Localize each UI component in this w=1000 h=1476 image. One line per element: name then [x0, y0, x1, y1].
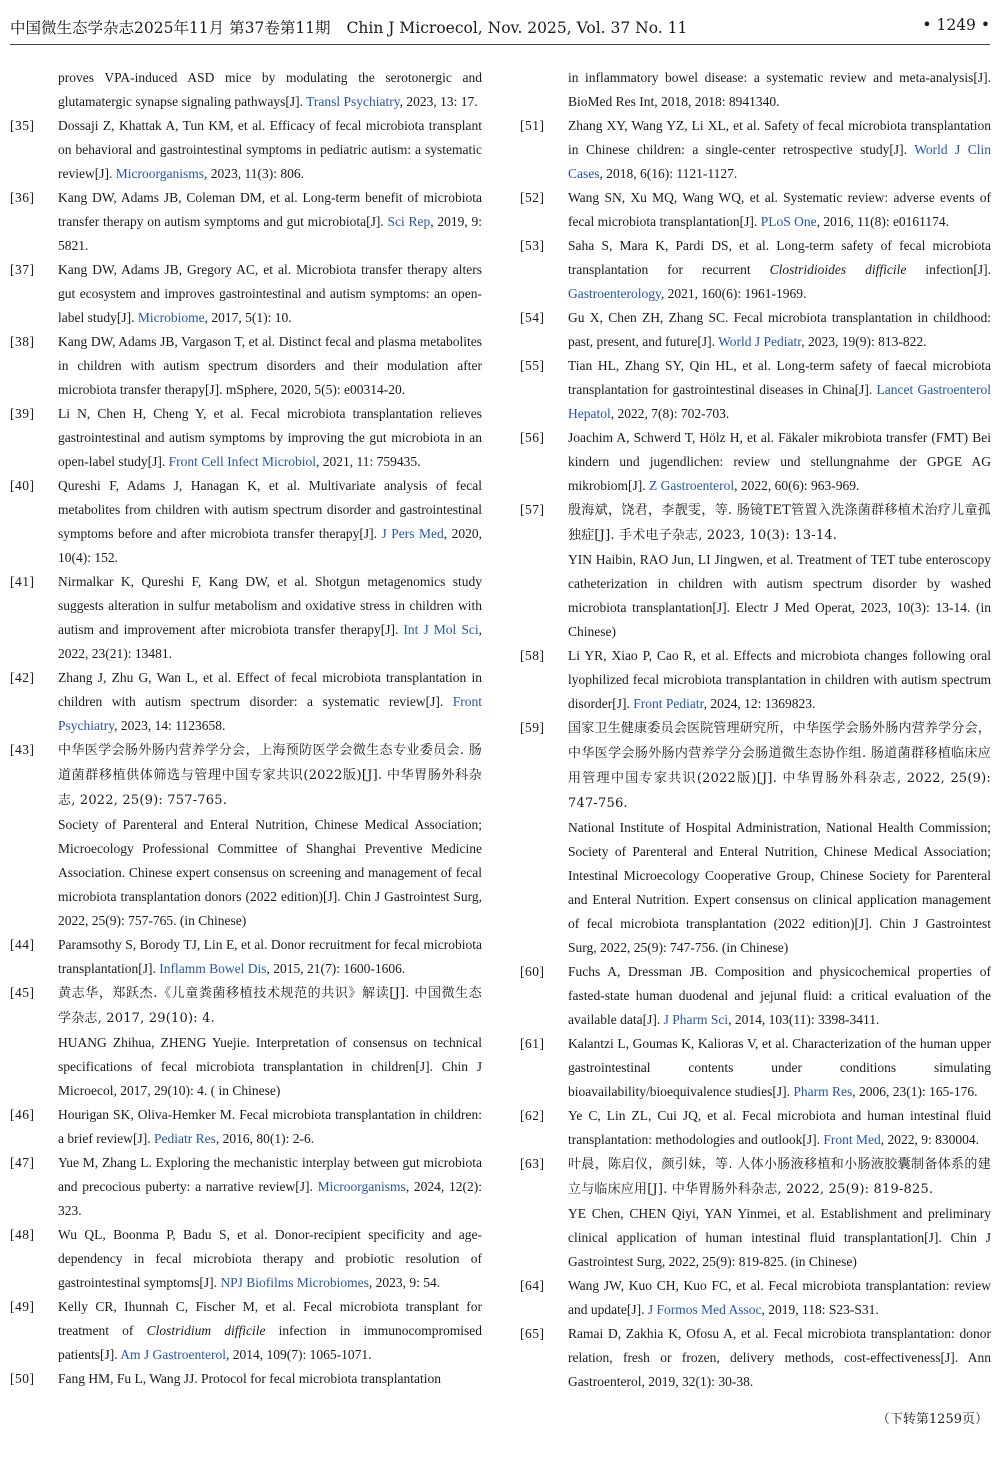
reference-number: [52]: [520, 190, 545, 205]
reference-number: [38]: [10, 334, 35, 349]
reference-item: [10, 258, 482, 330]
journal-link[interactable]: Sci Rep: [387, 214, 431, 229]
reference-number: [41]: [10, 574, 35, 589]
reference-citation: , 2022, 7(8): 702-703.: [610, 406, 730, 421]
reference-number: [61]: [520, 1036, 545, 1051]
reference-citation: , 2016, 11(8): e0161174.: [816, 214, 950, 229]
reference-citation: , 2024, 12: 1369823.: [703, 696, 816, 711]
journal-link[interactable]: PLoS One: [760, 214, 817, 229]
reference-citation: , 2023, 9: 54.: [368, 1275, 441, 1290]
reference-number: [43]: [10, 742, 35, 757]
reference-number: [40]: [10, 478, 35, 493]
reference-item: [10, 474, 482, 570]
reference-text: 叶晨，陈启仪，颜引妹，等. 人体小肠液移植和小肠液胶囊制备体系的建立与临床应用[J]. 中华胃肠外科杂志, 2022, 25(9): 819-825.: [568, 1157, 991, 1197]
reference-item: [10, 1151, 482, 1223]
reference-number: [42]: [10, 670, 35, 685]
reference-text: Saha S, Mara K, Pardi DS, et al. Long-term safety of fecal microbiota transplantation for recurrent: [568, 238, 991, 277]
reference-number: [64]: [520, 1278, 545, 1293]
journal-link[interactable]: J Formos Med Assoc: [647, 1302, 762, 1317]
journal-link[interactable]: World J Clin Cases: [568, 142, 992, 181]
reference-text: Gu X, Chen ZH, Zhang SC. Fecal microbiota transplantation in childhood: past, present, and future[J].: [568, 310, 991, 349]
reference-citation: , 2023, 14: 1123658.: [114, 718, 226, 733]
reference-number: [56]: [520, 430, 545, 445]
reference-item: [10, 402, 482, 474]
journal-link[interactable]: Pharm Res: [793, 1084, 853, 1099]
reference-item: [10, 186, 482, 258]
reference-item: [520, 426, 991, 498]
reference-number: [44]: [10, 937, 35, 952]
references-right-column: [520, 66, 991, 1394]
reference-citation: , 2020, 10(4): 152.: [58, 526, 482, 565]
reference-translation: Society of Parenteral and Enteral Nutrition, Chinese Medical Association; Microecology Professional Committee of Shanghai Preventive Medicine Association. Chinese expert consensus on screening and management of fecal microbiota transplantation donors (2022 edition)[J]. Chin J Gastrointest Surg, 2022, 25(9): 757-765. (in Chinese): [58, 817, 482, 928]
reference-item: [10, 114, 482, 186]
reference-citation: , 2019, 9: 5821.: [58, 214, 483, 253]
reference-item: [520, 498, 991, 644]
reference-text: Zhang XY, Wang YZ, Li XL, et al. Safety of fecal microbiota transplantation in Chinese children: a single-center retrospective study[J].: [568, 118, 991, 157]
reference-text: Paramsothy S, Borody TJ, Lin E, et al. Donor recruitment for fecal microbiota transplantation[J].: [58, 937, 482, 976]
reference-number: [47]: [10, 1155, 35, 1170]
journal-link[interactable]: Microorganisms: [115, 166, 204, 181]
reference-citation: , 2024, 12(2): 323.: [58, 1179, 482, 1218]
reference-citation: , 2006, 23(1): 165-176.: [852, 1084, 978, 1099]
reference-item: [520, 354, 991, 426]
journal-link[interactable]: Int J Mol Sci: [403, 622, 479, 637]
reference-translation: HUANG Zhihua, ZHENG Yuejie. Interpretation of consensus on technical specifications of fecal microbiota transplantation in children[J]. Chin J Microecol, 2017, 29(10): 4. ( in Chinese): [58, 1035, 482, 1098]
reference-citation: , 2023, 13: 17.: [399, 94, 478, 109]
reference-text: Li YR, Xiao P, Cao R, et al. Effects and microbiota changes following oral lyophilized fecal microbiota transplantation in children with autism spectrum disorder[J].: [568, 648, 991, 711]
reference-citation: , 2018, 6(16): 1121-1127.: [599, 166, 738, 181]
journal-link[interactable]: Am J Gastroenterol: [120, 1347, 226, 1362]
reference-text: Nirmalkar K, Qureshi F, Kang DW, et al. Shotgun metagenomics study suggests alteration in sulfur metabolism and oxidative stress in children with autism and improvement after microbiota transfer therapy[J].: [58, 574, 482, 637]
reference-text: 国家卫生健康委员会医院管理研究所，中华医学会肠外肠内营养学分会，中华医学会肠外肠内营养学分会肠道微生态协作组. 肠道菌群移植临床应用管理中国专家共识(2022版)[J]. 中华胃肠外科杂志, 2022, 25(9): 747-756.: [568, 721, 991, 811]
journal-link[interactable]: J Pers Med: [381, 526, 444, 541]
reference-item: [520, 644, 991, 716]
species-name: Clostridioides difficile: [769, 262, 907, 277]
reference-text: Zhang J, Zhu G, Wan L, et al. Effect of fecal microbiota transplantation in children with autism spectrum disorder: a systematic review[J].: [58, 670, 482, 709]
reference-text: Joachim A, Schwerd T, Hölz H, et al. Fäkaler mikrobiota transfer (FMT) Bei kindern und jugendlichen: review und stellungnahme der GPGE AG mikrobiom[J].: [568, 430, 991, 493]
reference-number: [36]: [10, 190, 35, 205]
reference-citation: , 2014, 103(11): 3398-3411.: [728, 1012, 880, 1027]
page-header: [10, 14, 990, 40]
reference-number: [45]: [10, 985, 35, 1000]
reference-number: [65]: [520, 1326, 545, 1341]
journal-link[interactable]: Microbiome: [137, 310, 205, 325]
reference-citation: , 2019, 118: S23-S31.: [761, 1302, 879, 1317]
reference-citation: , 2017, 5(1): 10.: [204, 310, 292, 325]
reference-text: Kalantzi L, Goumas K, Kalioras V, et al. Characterization of the human upper gastrointestinal contents under conditions simulating bioavailability/bioequivalence studies[J].: [568, 1036, 991, 1099]
journal-link[interactable]: World J Pediatr: [718, 334, 802, 349]
reference-item: [10, 66, 482, 114]
reference-item: [10, 330, 482, 402]
reference-number: [55]: [520, 358, 545, 373]
reference-text: Kang DW, Adams JB, Gregory AC, et al. Microbiota transfer therapy alters gut ecosystem and improves gastrointestinal and autism symptoms: an open-label study[J].: [58, 262, 482, 325]
reference-number: [49]: [10, 1299, 35, 1314]
reference-text: Ye C, Lin ZL, Cui JQ, et al. Fecal microbiota and human intestinal fluid transplantation: methodologies and outlook[J].: [568, 1108, 991, 1147]
reference-item: [10, 666, 482, 738]
reference-item: [520, 186, 991, 234]
header-rule: [10, 44, 990, 45]
reference-number: [39]: [10, 406, 35, 421]
journal-link[interactable]: Z Gastroenterol: [649, 478, 735, 493]
reference-citation: , 2021, 160(6): 1961-1969.: [660, 286, 807, 301]
reference-item: [520, 716, 991, 960]
reference-item: [520, 960, 991, 1032]
reference-number: [57]: [520, 502, 545, 517]
reference-text: Fuchs A, Dressman JB. Composition and physicochemical properties of fasted-state human duodenal and jejunal fluid: a critical evaluation of the available data[J].: [568, 964, 991, 1027]
journal-link[interactable]: Gastroenterology: [568, 286, 661, 301]
journal-title-en: Chin J Microecol, Nov. 2025, Vol. 37 No. 11: [346, 19, 688, 37]
reference-item: [520, 1032, 991, 1104]
reference-text: 黄志华，郑跃杰.《儿童粪菌移植技术规范的共识》解读[J]. 中国微生态学杂志, 2017, 29(10): 4.: [58, 986, 482, 1026]
reference-text: Wang SN, Xu MQ, Wang WQ, et al. Systematic review: adverse events of fecal microbiota transplantation[J].: [568, 190, 991, 229]
journal-link[interactable]: Transl Psychiatry: [306, 94, 400, 109]
reference-item: [10, 1367, 482, 1391]
journal-title-cn: 中国微生态学杂志2025年11月 第37卷第11期: [10, 19, 331, 37]
reference-text: Li N, Chen H, Cheng Y, et al. Fecal microbiota transplantation relieves gastrointestinal and autism symptoms by improving the gut microbiota in an open-label study[J].: [58, 406, 482, 469]
reference-item: [10, 570, 482, 666]
page-number: • 1249 •: [922, 16, 990, 34]
reference-item: [520, 1104, 991, 1152]
reference-text: Wu QL, Boonma P, Badu S, et al. Donor-recipient specificity and age-dependency in fecal microbiota therapy and probiotic resolution of gastrointestinal symptoms[J].: [58, 1227, 482, 1290]
reference-number: [51]: [520, 118, 545, 133]
reference-item: [520, 66, 991, 114]
reference-item: [520, 1152, 991, 1274]
reference-citation: , 2016, 80(1): 2-6.: [215, 1131, 315, 1146]
reference-number: [37]: [10, 262, 35, 277]
reference-text: Kang DW, Adams JB, Vargason T, et al. Distinct fecal and plasma metabolites in children with autism spectrum disorders and their modulation after microbiota transfer therapy[J]. mSphere, 2020, 5(5): e00314-20.: [58, 334, 482, 397]
journal-link[interactable]: Front Psychiatry: [58, 694, 482, 733]
reference-text: Dossaji Z, Khattak A, Tun KM, et al. Efficacy of fecal microbiota transplant on behavioral and gastrointestinal symptoms in pediatric autism: a systematic review[J].: [58, 118, 482, 181]
reference-item: [520, 234, 991, 306]
reference-text: Wang JW, Kuo CH, Kuo FC, et al. Fecal microbiota transplantation: review and update[J].: [568, 1278, 991, 1317]
references-left-column: [10, 66, 482, 1391]
reference-citation: , 2022, 23(21): 13481.: [58, 622, 482, 661]
reference-number: [46]: [10, 1107, 35, 1122]
reference-item: [10, 738, 482, 933]
reference-text: in inflammatory bowel disease: a systematic review and meta-analysis[J]. BioMed Res Int, 2018, 2018: 8941340.: [568, 70, 991, 109]
reference-text: Kelly CR, Ihunnah C, Fischer M, et al. Fecal microbiota transplant for treatment of: [58, 1299, 482, 1338]
reference-item: [520, 1322, 991, 1394]
reference-citation: , 2023, 11(3): 806.: [203, 166, 304, 181]
reference-text: Hourigan SK, Oliva-Hemker M. Fecal microbiota transplantation in children: a brief review[J].: [58, 1107, 482, 1146]
continued-note: （下转第1259页）: [876, 1412, 988, 1427]
reference-text: 中华医学会肠外肠内营养学分会，上海预防医学会微生态专业委员会. 肠道菌群移植供体筛选与管理中国专家共识(2022版)[J]. 中华胃肠外科杂志, 2022, 25(9): 757-765.: [58, 743, 482, 808]
reference-text: Yue M, Zhang L. Exploring the mechanistic interplay between gut microbiota and precocious puberty: a narrative review[J].: [58, 1155, 482, 1194]
reference-text: Fang HM, Fu L, Wang JJ. Protocol for fecal microbiota transplantation: [58, 1371, 441, 1386]
journal-link[interactable]: Lancet Gastroenterol Hepatol: [568, 382, 991, 421]
reference-number: [60]: [520, 964, 545, 979]
reference-citation: , 2022, 9: 830004.: [880, 1132, 979, 1147]
reference-number: [35]: [10, 118, 35, 133]
reference-item: [520, 1274, 991, 1322]
journal-link[interactable]: Front Med: [823, 1132, 881, 1147]
reference-item: [10, 1103, 482, 1151]
reference-text: Qureshi F, Adams J, Hanagan K, et al. Multivariate analysis of fecal metabolites from children with autism spectrum disorder and gastrointestinal symptoms before and after microbiota transfer therapy[J].: [58, 478, 482, 541]
reference-translation: National Institute of Hospital Administration, National Health Commission; Society of Parenteral and Enteral Nutrition, Chinese Medical Association; Intestinal Microecology Cooperative Group, Chinese Society for Parenteral and Enteral Nutrition. Expert consensus on clinical application management of fecal microbiota transplantation (2022 edition)[J]. Chin J Gastrointest Surg, 2022, 25(9): 747-756. (in Chinese): [568, 820, 991, 955]
reference-number: [53]: [520, 238, 545, 253]
reference-citation: , 2022, 60(6): 963-969.: [734, 478, 860, 493]
reference-number: [50]: [10, 1371, 35, 1386]
journal-link[interactable]: Microorganisms: [317, 1179, 406, 1194]
reference-citation: , 2015, 21(7): 1600-1606.: [266, 961, 406, 976]
reference-translation: YE Chen, CHEN Qiyi, YAN Yinmei, et al. Establishment and preliminary clinical application of human intestinal fluid transplantation[J]. Chin J Gastrointest Surg, 2022, 25(9): 819-825. (in Chinese): [568, 1206, 991, 1269]
journal-link[interactable]: Pediatr Res: [153, 1131, 216, 1146]
reference-citation: , 2014, 109(7): 1065-1071.: [225, 1347, 372, 1362]
reference-number: [63]: [520, 1156, 545, 1171]
reference-citation: , 2021, 11: 759435.: [315, 454, 421, 469]
journal-link[interactable]: NPJ Biofilms Microbiomes: [220, 1275, 369, 1290]
journal-link[interactable]: Front Cell Infect Microbiol: [168, 454, 316, 469]
reference-text: 殷海斌，饶君，李靓雯，等. 肠镜TET管置入洗涤菌群移植术治疗儿童孤独症[J]. 手术电子杂志, 2023, 10(3): 13-14.: [568, 503, 991, 543]
reference-number: [48]: [10, 1227, 35, 1242]
reference-text: Ramai D, Zakhia K, Ofosu A, et al. Fecal microbiota transplantation: donor relation, fresh or frozen, delivery methods, cost-effectiveness[J]. Ann Gastroenterol, 2019, 32(1): 30-38.: [568, 1326, 991, 1389]
reference-text: Kang DW, Adams JB, Coleman DM, et al. Long-term benefit of microbiota transfer therapy on autism symptoms and gut microbiota[J].: [58, 190, 482, 229]
reference-text-continued: infection in immunocompromised patients[J].: [58, 1323, 482, 1362]
species-name: Clostridium difficile: [146, 1323, 266, 1338]
reference-item: [10, 933, 482, 981]
reference-item: [10, 981, 482, 1103]
reference-text-continued: infection[J].: [906, 262, 991, 277]
reference-item: [10, 1223, 482, 1295]
reference-text: proves VPA-induced ASD mice by modulating the serotonergic and glutamatergic synapse signaling pathways[J].: [58, 70, 482, 109]
journal-info: [10, 16, 687, 38]
reference-item: [520, 306, 991, 354]
reference-text: Tian HL, Zhang SY, Qin HL, et al. Long-term safety of faecal microbiota transplantation for gastrointestinal diseases in China[J].: [568, 358, 991, 397]
reference-number: [59]: [520, 720, 545, 735]
reference-number: [54]: [520, 310, 545, 325]
reference-translation: YIN Haibin, RAO Jun, LI Jingwen, et al. Treatment of TET tube enteroscopy catheterization in children with autism spectrum disorder by washed microbiota transplantation[J]. Electr J Med Operat, 2023, 10(3): 13-14. (in Chinese): [568, 552, 991, 639]
reference-citation: , 2023, 19(9): 813-822.: [801, 334, 927, 349]
journal-link[interactable]: J Pharm Sci: [663, 1012, 729, 1027]
reference-item: [520, 114, 991, 186]
journal-link[interactable]: Inflamm Bowel Dis: [159, 961, 267, 976]
reference-number: [58]: [520, 648, 545, 663]
reference-number: [62]: [520, 1108, 545, 1123]
journal-link[interactable]: Front Pediatr: [633, 696, 704, 711]
reference-item: [10, 1295, 482, 1367]
